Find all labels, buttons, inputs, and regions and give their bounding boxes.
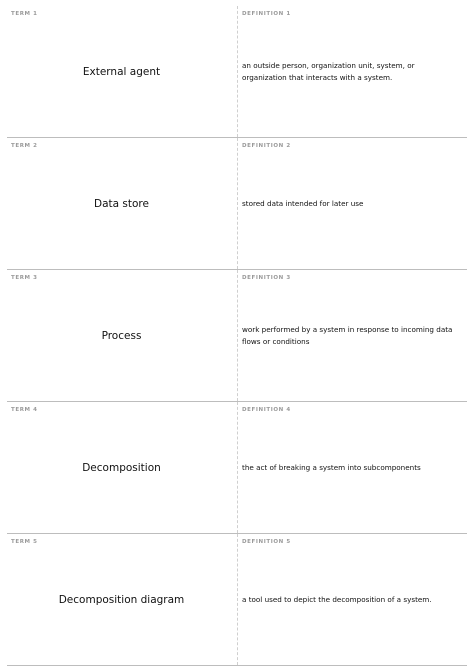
flashcard bbox=[7, 6, 467, 138]
definition-tag: DEFINITION 4 bbox=[242, 407, 291, 413]
definition-cell bbox=[237, 6, 468, 137]
term-cell bbox=[7, 402, 236, 533]
definition-tag: DEFINITION 2 bbox=[242, 143, 291, 149]
flashcard bbox=[7, 270, 467, 402]
definition-cell bbox=[237, 534, 468, 665]
definition-text: stored data intended for later use bbox=[242, 198, 364, 208]
definition-cell bbox=[237, 138, 468, 269]
term-tag: TERM 2 bbox=[11, 143, 38, 149]
definition-text: an outside person, organization unit, system, or organization that interacts with a system. bbox=[242, 60, 415, 82]
term-text: Decomposition diagram bbox=[58, 593, 185, 606]
term-cell bbox=[7, 6, 236, 137]
term-text: Decomposition bbox=[82, 461, 161, 474]
term-tag: TERM 1 bbox=[11, 11, 38, 17]
term-tag: TERM 3 bbox=[11, 275, 38, 281]
term-cell bbox=[7, 138, 236, 269]
term-tag: TERM 4 bbox=[11, 407, 38, 413]
term-text: Process bbox=[101, 329, 142, 342]
flashcard-sheet bbox=[7, 6, 467, 664]
definition-tag: DEFINITION 1 bbox=[242, 11, 291, 17]
term-cell bbox=[7, 534, 236, 665]
term-tag: TERM 5 bbox=[11, 539, 38, 545]
term-text: External agent bbox=[82, 65, 161, 78]
flashcard bbox=[7, 402, 467, 534]
flashcard bbox=[7, 138, 467, 270]
flashcard bbox=[7, 534, 467, 666]
definition-tag: DEFINITION 5 bbox=[242, 539, 291, 545]
definition-tag: DEFINITION 3 bbox=[242, 275, 291, 281]
definition-text: the act of breaking a system into subcomponents bbox=[242, 462, 421, 472]
definition-text: work performed by a system in response to incoming data flows or conditions bbox=[242, 324, 453, 346]
definition-text: a tool used to depict the decomposition of a system. bbox=[242, 594, 432, 604]
definition-cell bbox=[237, 270, 468, 401]
definition-cell bbox=[237, 402, 468, 533]
term-cell bbox=[7, 270, 236, 401]
term-text: Data store bbox=[94, 197, 149, 210]
